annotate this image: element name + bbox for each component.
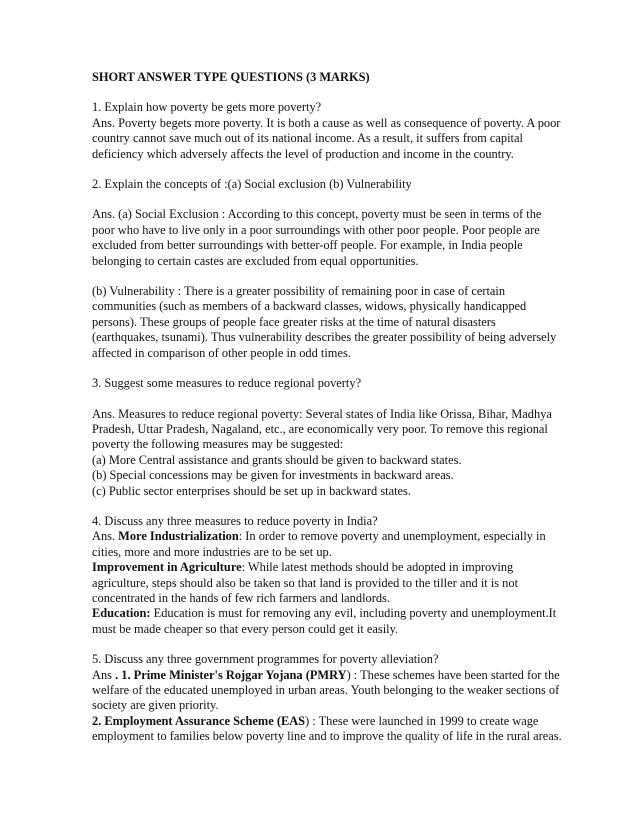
q4-measure-1-heading: More Industrialization xyxy=(118,529,239,544)
q3-measure-a: (a) More Central assistance and grants should be given to backward states. xyxy=(92,452,462,467)
q3-measure-c: (c) Public sector enterprises should be set up in backward states. xyxy=(92,483,411,498)
q2-question: 2. Explain the concepts of :(a) Social exclusion (b) Vulnerability xyxy=(92,177,412,192)
q5-question: 5. Discuss any three government programmes for poverty alleviation? xyxy=(92,652,439,667)
q4-measure-2 xyxy=(92,560,562,606)
q5-programme-2-heading: 2. Employment Assurance Scheme (EAS xyxy=(92,713,306,728)
q4-measure-2-text: : While latest methods should be adopted in improving agriculture, steps should also be taken so that land is provided to the tiller and it is not concentrated in the hands of few rich farmers and landlords. xyxy=(92,560,519,605)
page-title: SHORT ANSWER TYPE QUESTIONS (3 MARKS) xyxy=(92,70,370,84)
q4-measure-3-text: Education is must for removing any evil, including poverty and unemployment.It must be made cheaper so that every person could get it easily. xyxy=(92,606,557,636)
q5-programme-2-text: ) : These were launched in 1999 to create wage employment to families below poverty line and to improve the quality of life in the rural areas. xyxy=(92,713,562,744)
q4-measure-1 xyxy=(92,529,562,560)
q3-question: 3. Suggest some measures to reduce regional poverty? xyxy=(92,376,362,391)
q3-answer: Ans. Measures to reduce regional poverty: Several states of India like Orissa, Bihar, Madhya Pradesh, Uttar Pradesh, Nagaland, etc., are economically very poor. To remove this regional poverty the following measures may be suggested: xyxy=(92,406,552,452)
q1-question: 1. Explain how poverty be gets more poverty? xyxy=(92,100,322,115)
q4-ans-prefix: Ans. xyxy=(92,529,119,544)
q3-measure-b: (b) Special concessions may be given for investments in backward areas. xyxy=(92,468,454,483)
q4-measure-1-text: : In order to remove poverty and unemployment, especially in cities, more and more industries are to be set up. xyxy=(92,529,546,559)
q2-answer-a: Ans. (a) Social Exclusion : According to this concept, poverty must be seen in terms of the poor who have to live only in a poor surroundings with other poor people. Poor people are excluded from better surroundings with better-off people. For example, in India people belonging to certain castes are excluded from equal opportunities. xyxy=(92,207,542,268)
q1-answer: Ans. Poverty begets more poverty. It is both a cause as well as consequence of poverty. A poor country cannot save much out of its national income. As a result, it suffers from capital deficiency which adversely affects the level of production and income in the country. xyxy=(92,115,561,161)
q4-measure-3-heading: Education: xyxy=(92,606,151,621)
q5-programme-2 xyxy=(92,714,562,745)
q5-programme-1-text: ) : These schemes have been started for the welfare of the educated unemployed in urban areas. Youth belonging to the weaker sections of society are given priority. xyxy=(92,667,560,713)
q5-programme-1 xyxy=(92,668,562,714)
q4-question: 4. Discuss any three measures to reduce poverty in India? xyxy=(92,513,378,528)
q5-ans-prefix: Ans xyxy=(92,667,116,682)
q5-programme-1-heading: . 1. Prime Minister's Rojgar Yojana (PMRY xyxy=(115,667,347,682)
q2-answer-b: (b) Vulnerability : There is a greater possibility of remaining poor in case of certain communities (such as members of a backward classes, widows, physically handicapped persons). These groups of people face greater risks at the time of natural disasters (earthquakes, tsunami). Thus vulnerability describes the greater possibility of being adversely affected in comparison of other people in odd times. xyxy=(92,284,557,360)
document-page xyxy=(92,70,562,745)
q4-measure-3 xyxy=(92,606,562,637)
q4-measure-2-heading: Improvement in Agriculture xyxy=(92,560,242,575)
